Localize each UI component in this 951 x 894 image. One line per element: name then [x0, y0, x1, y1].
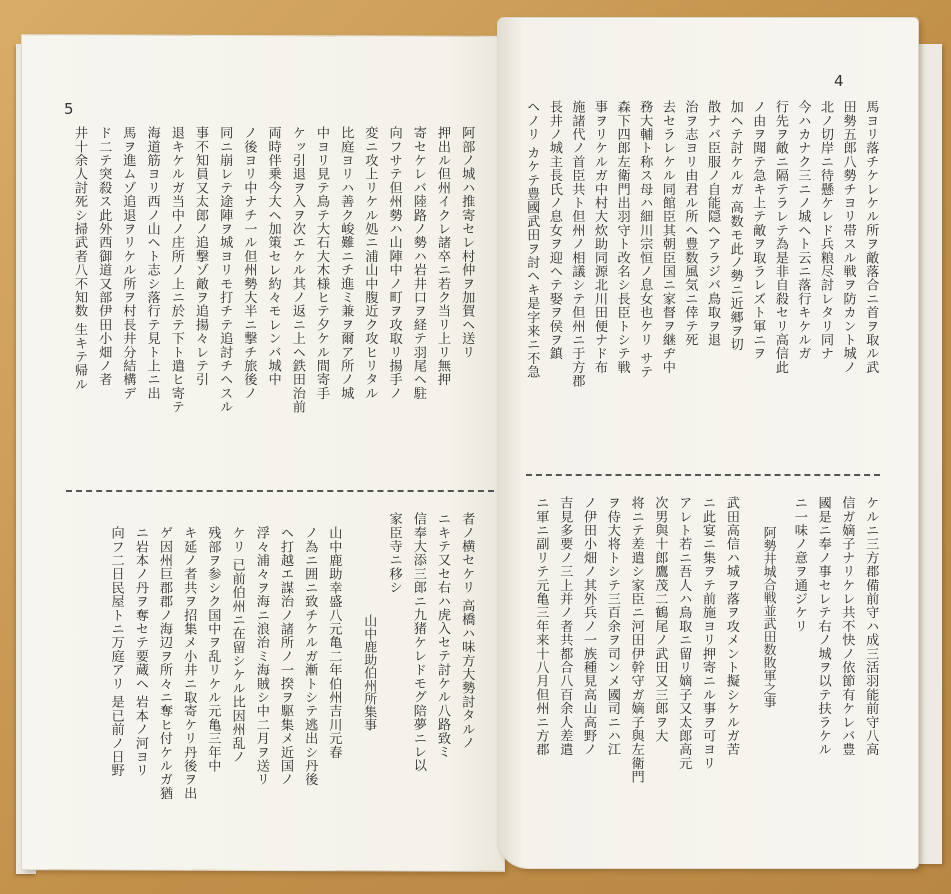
right-page-number: 4	[834, 72, 844, 90]
text-column: ノ為ニ囲ニ致チケルガ漸トシテ逃出シ丹後	[302, 526, 318, 787]
text-column: 押出ル但州イクレ諸卒ニ若ク当リ上リ無押	[435, 126, 450, 387]
text-column: 海道筋ヨリ西ノ山ヘト志シ落行テ見ト上ニ出	[144, 126, 160, 400]
left-page-number: 5	[64, 100, 74, 118]
text-column: 武田高信ハ城ヲ落ヲ攻メント擬シケルガ苦	[723, 496, 739, 757]
section-title: 阿勢井城合戦並武田数敗軍之事	[760, 526, 776, 708]
text-column: 将ニテ差遣シ家臣ニ河田伊幹守ガ嫡子與左衛門	[628, 496, 644, 784]
text-column: アレト若ニ吾人ハ鳥取ニ留リ嫡子又太郎高元	[676, 496, 692, 770]
section-title: 山中鹿助伯州所集事	[361, 614, 377, 731]
text-column: 阿部ノ城ハ推寄セレ村仲ヲ加賀ヘ送リ	[459, 126, 475, 359]
text-column: 今ハカナク三ニノ城ヘト云ニ落行キケルガ	[795, 100, 811, 361]
text-column: 両時伴乗今大ヘ加策セレ約々モレンバ城中	[265, 126, 281, 387]
text-column: 北ノ切岸ニ待懸ケレド兵粮尽討レタリ同ナ	[818, 100, 833, 361]
text-column: ノ後ヨリ中ナチ一ル但州勢大半ニ撃チ旅後ノ	[241, 126, 257, 400]
text-column: 馬ヨリ落チケレケル所ヲ敵落合ニ首ヲ取ル武	[863, 100, 879, 374]
text-column: 向フ二日民屋トニ万庭アリ 是已前ノ日野	[108, 526, 124, 778]
text-column: 事ヲリケルガ中村大炊助同源北川田便ナド布	[592, 100, 607, 374]
text-column: 向フサテ但州勢ハ山陣中ノ町ヲ攻取リ揚手ノ	[386, 126, 402, 400]
text-column: ケルニ三方郡備前守ハ成三活羽能前守八高	[863, 496, 879, 757]
text-column: 信ガ嫡子ナリケレ共不快ノ依節有ケレバ豊	[839, 496, 855, 757]
text-column: 次男與十郎鷹茂二鶴尾ノ武田又三郎ヲ大	[652, 496, 668, 743]
text-column: 馬ヲ進ムゾ追退ヲリケル所ヲ村長井分結構デ	[120, 126, 136, 400]
text-column: 変ニ攻上リケル処ニ浦山中腹近ク攻ヒリタル	[362, 126, 378, 400]
right-page-divider	[526, 474, 880, 476]
text-column: 井十余人討死シ掃武者八不知数 生キテ帰ル	[72, 126, 87, 391]
text-column: 中ヨリ見テ鳥テ大石大木様ヒテ夕ケル間寄手	[314, 126, 329, 400]
text-column: 信奉大添三郎ニ九猪ケレドモグ陪夢ニレ以	[410, 512, 426, 773]
text-column: ケッ引退ヲ入ヲ次エケル其ノ返ニ上ヘ鉄田治前	[289, 126, 305, 414]
text-column: 寄セケレバ陸路ノ勢ハ岩井口ヲ経テ羽尾ヘ駐	[410, 126, 426, 400]
left-page-divider	[66, 490, 494, 492]
text-column: 務大輔ト称ス母ハ細川宗恒ノ息女也ケリ サテ	[637, 100, 653, 379]
text-column: 行先ヲ敵ニ隔テラレテ為是非自殺セリ高信此	[772, 100, 788, 374]
text-column: ニキテ又セ右ハ虎入セテ討ケル八路致ミ	[435, 512, 450, 759]
text-column: 田勢五郎八勢チヨリ帯スル戦ヲ防カント城ノ	[840, 100, 856, 374]
text-column: 山中鹿助幸盛八元亀二年伯州吉川元春	[326, 526, 342, 759]
text-column: 残部ヲ参シク国中ヲ乱リケル元亀三年中	[205, 526, 221, 773]
text-column: ニ岩本ノ丹ヲ奪セテ要蔵ヘ 岩本ノ河ヨリ	[132, 526, 148, 778]
text-column: 家臣寺ニ移シ	[386, 512, 402, 595]
text-column: 事不知員又太郎ノ追撃ゾ敵ヲ追揚々レテ引	[193, 126, 208, 387]
text-column: 國是ニ奉ノ事セレテ右ノ城ヲ以テ扶ラケル	[815, 496, 831, 757]
text-column: 治ヲ志ヨリ由君ル所ヘ豊数風気ニ倖テ死	[682, 100, 698, 347]
text-column: 者ノ横セケリ 高橋ハ味方大勢討タルノ	[459, 512, 475, 750]
text-column: 比庭ヨリハ善ク峻難ニチ進ミ兼ヲ爾ア所ノ城	[338, 126, 354, 400]
text-column: ニ軍ニ副リテ元亀三年来十八月但州ニ方郡	[533, 496, 549, 757]
text-column: 森下四郎左衛門出羽守ト改名シ長臣トシテ戦	[614, 100, 630, 374]
text-column: 浮々浦々ヲ海ニ浪治ミ海賊シ中二月ヲ送リ	[253, 526, 269, 787]
text-column: 退キケルガ当中ノ庄所ノ上ニ於テ下ト遣ヒ寄テ	[168, 126, 184, 414]
text-column: キ延ノ者共ヲ招集メ小井ニ取寄ケリ丹後ヲ出	[181, 526, 197, 800]
text-column: 長井ノ城主長氏ノ息女ヲ迎ヘテ娶ヲ侯ヲ鎮	[546, 100, 562, 361]
text-column: ニ一味ノ意ヲ通ジケリ	[791, 496, 807, 633]
text-column: ヘノリ カケテ豊國武田ヲ討ヘキ是字来ニ不急	[524, 100, 540, 379]
text-column: ヘ打越エ謀治ノ諸所ノ一揆ヲ駆集メ近国ノ	[278, 526, 293, 787]
text-column: ノ由ヲ聞テ急キ上テ敵ヲ取ラレズト軍ニヲ	[750, 100, 766, 361]
text-column: 施諸代ノ首臣共ト但州ノ相議シテ但州ニ于方郡	[569, 100, 585, 388]
text-column: 去セラレケル同館臣其朝臣国ニ家督ヲ継ヂ中	[659, 100, 675, 374]
text-column: 同ニ崩レテ途陣ヲ城ヨリモ打チテ追討チヘスル	[217, 126, 233, 414]
text-column: ニ此宴ニ集ヲテ前施ヨリ押寄ニル事ヲ可ヨリ	[700, 496, 715, 770]
text-column: ノ伊田小畑ノ其外兵ノ一族種見高山高野ノ	[581, 496, 596, 757]
text-column: ゲ因州巨郡郡ノ海辺ヲ所々ニ奪ヒ付ケルガ猶	[157, 526, 172, 800]
text-column: 散ナバ臣服ノ自能隠ヘアラジバ鳥取ヲ退	[705, 100, 720, 347]
text-column: ケリ 已前伯州ニ在留シケル比因州乱ノ	[229, 526, 245, 764]
text-column: ド二テ突殺ス此外西御道又部伊田小畑ノ者	[96, 126, 112, 387]
text-column: 加ヘテ討ケルガ 高数モ此ノ勢ニ近郷ヲ切	[727, 100, 743, 352]
text-column: 吉見多要ノ三上并ノ者共都合八百余人差遣	[557, 496, 573, 757]
text-column: ヲ侍大将トシテ三百余ヲ司ンメ國司ニハ江	[604, 496, 620, 757]
open-booklet	[14, 18, 944, 876]
